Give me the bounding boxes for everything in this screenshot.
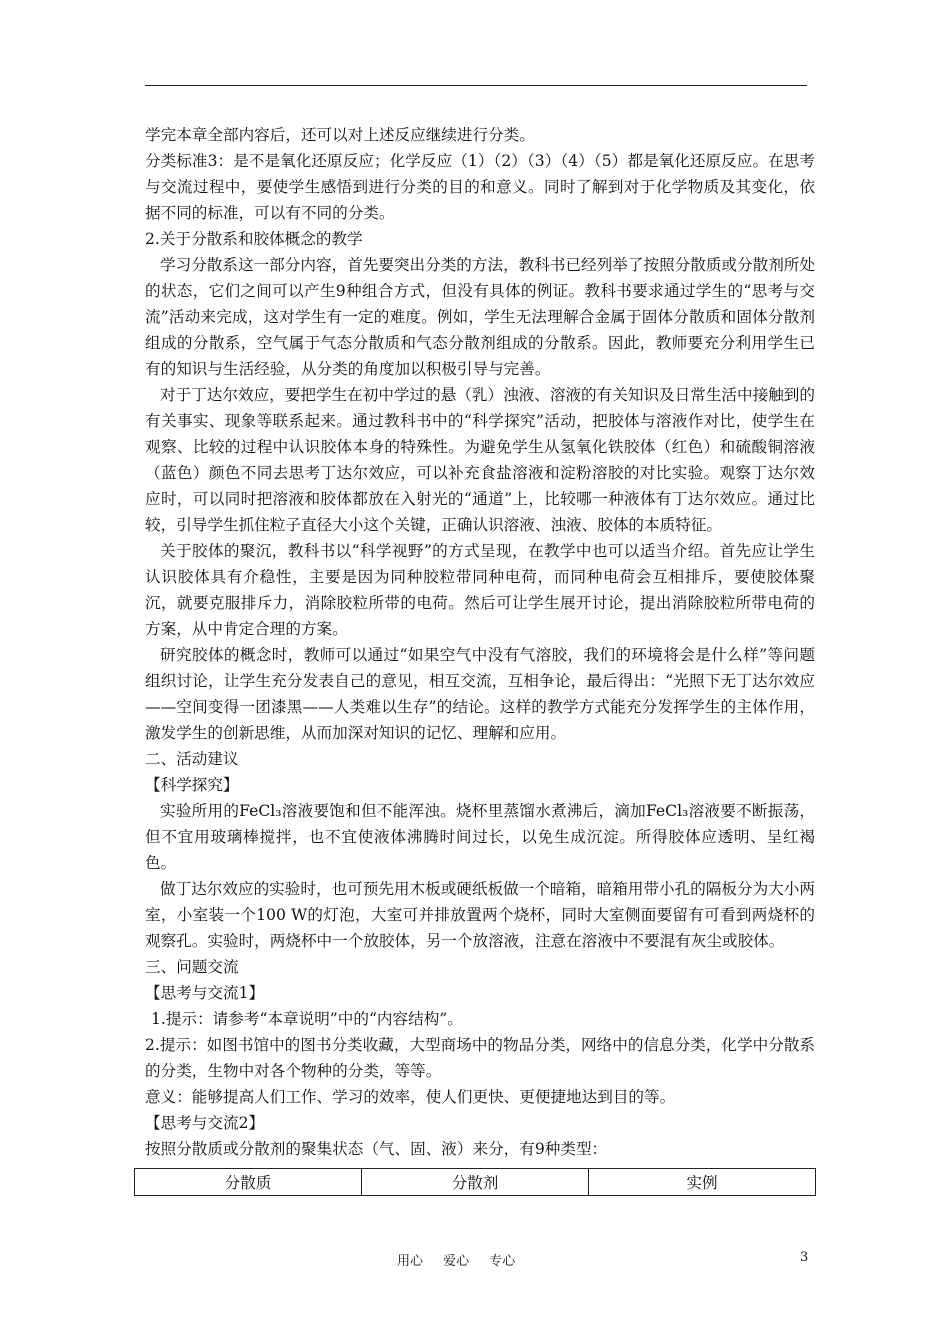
page-number: 3 — [800, 1250, 809, 1265]
section-heading: 三、问题交流 — [145, 958, 239, 976]
table-header-cell: 分散质 — [135, 1169, 362, 1196]
table-header-row — [135, 1169, 816, 1196]
page-body — [145, 122, 815, 1162]
paragraph: 1.提示：请参考“本章说明”中的“内容结构”。 — [151, 1010, 463, 1028]
subsection-heading: 【思考与交流2】 — [145, 1114, 265, 1132]
header-rule — [145, 85, 807, 86]
paragraph: 做丁达尔效应的实验时，也可预先用木板或硬纸板做一个暗箱，暗箱用带小孔的隔板分为大小两室，小室装一个100 W的灯泡，大室可并排放置两个烧杯，同时大室侧面要留有可看到两烧杯的观察孔。实验时，两烧杯中一个放胶体，另一个放溶液，注意在溶液中不要混有灰尘或胶体。 — [145, 880, 815, 950]
paragraph: 关于胶体的聚沉，教科书以“科学视野”的方式呈现，在教学中也可以适当介绍。首先应让学生认识胶体具有介稳性，主要是因为同种胶粒带同种电荷，而同种电荷会互相排斥，要使胶体聚沉，就要克服排斥力，消除胶粒所带的电荷。然后可让学生展开讨论，提出消除胶粒所带电荷的方案，从中肯定合理的方案。 — [145, 542, 815, 638]
subsection-heading: 【科学探究】 — [145, 776, 239, 794]
table-header-cell: 实例 — [589, 1169, 816, 1196]
table-header-cell: 分散剂 — [362, 1169, 589, 1196]
paragraph: 2.提示：如图书馆中的图书分类收藏，大型商场中的物品分类，网络中的信息分类，化学中分散系的分类，生物中对各个物种的分类，等等。 — [145, 1036, 815, 1080]
section-heading: 二、活动建议 — [145, 750, 239, 768]
paragraph: 实验所用的FeCl₃溶液要饱和但不能浑浊。烧杯里蒸馏水煮沸后，滴加FeCl₃溶液要不断振荡，但不宜用玻璃棒搅拌，也不宜使液体沸腾时间过长，以免生成沉淀。所得胶体应透明、呈红褐色。 — [145, 802, 815, 872]
paragraph: 对于丁达尔效应，要把学生在初中学过的悬（乳）浊液、溶液的有关知识及日常生活中接触到的有关事实、现象等联系起来。通过教科书中的“科学探究”活动，把胶体与溶液作对比，使学生在观察、比较的过程中认识胶体本身的特殊性。为避免学生从氢氧化铁胶体（红色）和硫酸铜溶液（蓝色）颜色不同去思考丁达尔效应，可以补充食盐溶液和淀粉溶胶的对比实验。观察丁达尔效应时，可以同时把溶液和胶体都放在入射光的“通道”上，比较哪一种液体有丁达尔效应。通过比较，引导学生抓住粒子直径大小这个关键，正确认识溶液、浊液、胶体的本质特征。 — [145, 386, 815, 534]
subsection-heading: 【思考与交流1】 — [145, 984, 265, 1002]
paragraph: 分类标准3：是不是氧化还原反应；化学反应（1）（2）（3）（4）（5）都是氧化还原反应。在思考与交流过程中，要使学生感悟到进行分类的目的和意义。同时了解到对于化学物质及其变化，依据不同的标准，可以有不同的分类。 — [145, 152, 815, 222]
footer-motto: 用心 爱心 专心 — [397, 1254, 516, 1269]
paragraph: 按照分散质或分散剂的聚集状态（气、固、液）来分，有9种类型： — [145, 1140, 608, 1158]
paragraph: 学完本章全部内容后，还可以对上述反应继续进行分类。 — [145, 126, 535, 144]
dispersion-table — [134, 1168, 816, 1196]
paragraph: 学习分散系这一部分内容，首先要突出分类的方法，教科书已经列举了按照分散质或分散剂所处的状态，它们之间可以产生9种组合方式，但没有具体的例证。教科书要求通过学生的“思考与交流”活动来完成，这对学生有一定的难度。例如，学生无法理解合金属于固体分散质和固体分散剂组成的分散系，空气属于气态分散质和气态分散剂组成的分散系。因此，教师要充分利用学生已有的知识与生活经验，从分类的角度加以积极引导与完善。 — [145, 256, 815, 378]
paragraph: 意义：能够提高人们工作、学习的效率，使人们更快、更便捷地达到目的等。 — [145, 1088, 676, 1106]
section-heading: 2.关于分散系和胶体概念的教学 — [145, 230, 363, 248]
paragraph: 研究胶体的概念时，教师可以通过“如果空气中没有气溶胶，我们的环境将会是什么样”等问题组织讨论，让学生充分发表自己的意见，相互交流，互相争论，最后得出：“光照下无丁达尔效应——空间变得一团漆黑——人类难以生存”的结论。这样的教学方式能充分发挥学生的主体作用，激发学生的创新思维，从而加深对知识的记忆、理解和应用。 — [145, 646, 815, 742]
